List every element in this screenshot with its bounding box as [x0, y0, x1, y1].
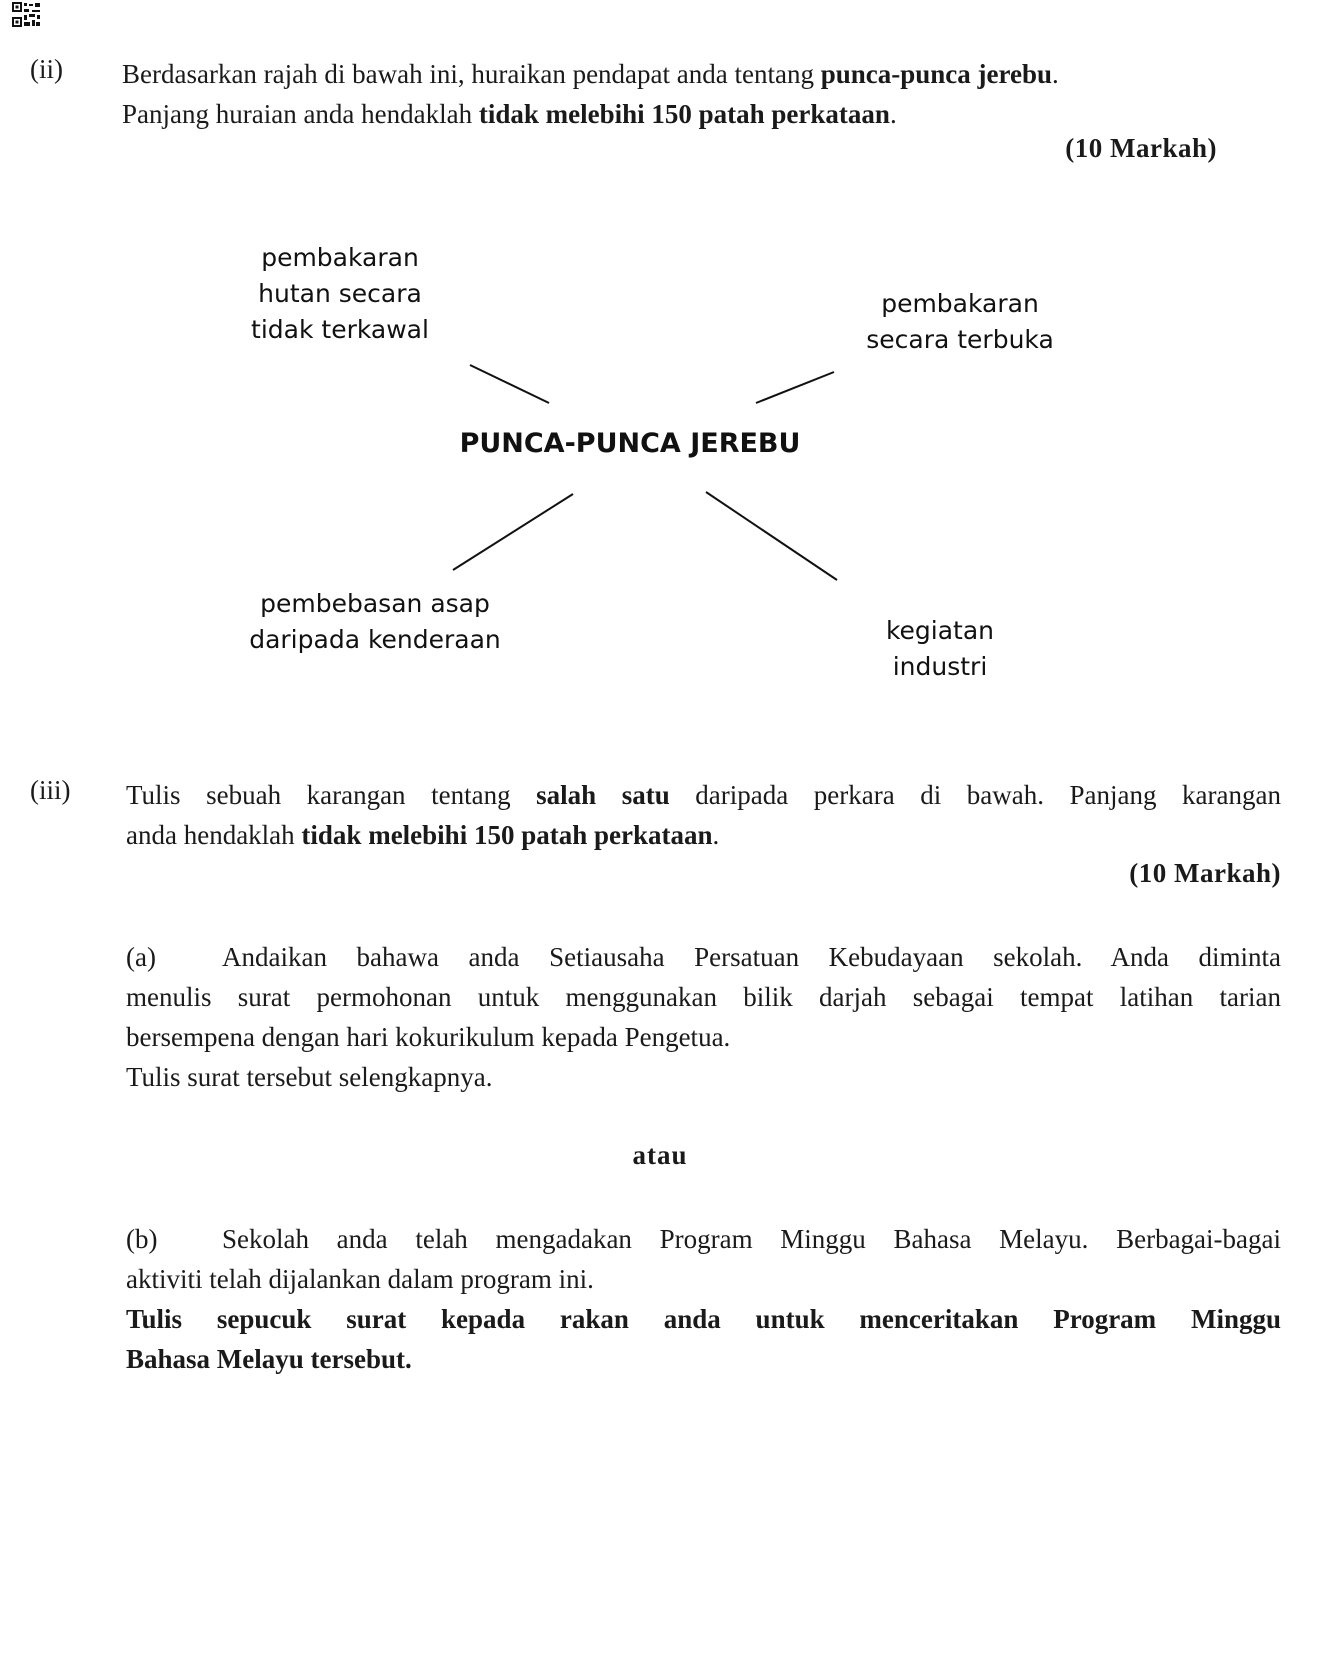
diagram-bottom-left-line-2: daripada kenderaan — [249, 625, 501, 654]
diagram-top-left-line-2: hutan secara — [258, 279, 422, 308]
option-a-line-4: Tulis surat tersebut selengkapnya. — [126, 1062, 493, 1092]
diagram-bottom-right-line-2: industri — [892, 652, 988, 681]
diagram-connector-lines — [0, 0, 1323, 760]
connector-top-right — [756, 372, 834, 403]
diagram-top-left-line-1: pembakaran — [261, 243, 419, 272]
question-number-ii: (ii) — [30, 54, 63, 84]
question-ii-marks: (10 Markah) — [1065, 133, 1217, 163]
diagram-bottom-right-line-1: kegiatan — [885, 616, 995, 645]
question-iii-line-2-a: anda hendaklah — [126, 820, 302, 850]
question-iii-line-2-c: . — [712, 820, 720, 850]
or-separator: atau — [632, 1140, 688, 1170]
option-a-line-1 — [126, 937, 1281, 977]
question-ii-line-1-c: . — [1052, 59, 1059, 89]
option-b-line-1-text: Sekolah anda telah mengadakan Program Minggu Bahasa Melayu. Berbagai-bagai — [222, 1224, 1281, 1254]
question-iii-emphasis: salah satu — [536, 780, 670, 810]
option-a-line-2: menulis surat permohonan untuk menggunakan bilik darjah sebagai tempat latihan tarian — [126, 982, 1281, 1012]
option-b-label: (b) — [126, 1224, 158, 1254]
diagram-top-left-line-3: tidak terkawal — [251, 315, 429, 344]
option-b-instruction-line-2: Bahasa Melayu tersebut. — [126, 1344, 412, 1374]
option-b — [126, 1219, 1281, 1379]
diagram-top-right-line-2: secara terbuka — [866, 325, 1054, 354]
question-iii-line-1 — [126, 775, 1281, 815]
option-b-line-1 — [126, 1219, 1281, 1259]
question-ii-line-2-a: Panjang huraian anda hendaklah — [122, 99, 479, 129]
question-ii-word-limit: tidak melebihi 150 patah perkataan — [478, 99, 890, 129]
connector-top-left — [470, 365, 549, 403]
question-iii-line-2 — [126, 815, 1281, 855]
option-a — [126, 937, 1281, 1097]
connector-bottom-right — [706, 492, 837, 580]
question-iii-text — [126, 775, 1281, 855]
diagram-top-right-line-1: pembakaran — [881, 289, 1039, 318]
diagram-center-title: PUNCA-PUNCA JEREBU — [459, 428, 801, 459]
question-iii-line-1-c: daripada perkara di bawah. Panjang karangan — [669, 780, 1281, 810]
option-a-line-3: bersempena dengan hari kokurikulum kepada Pengetua. — [126, 1022, 731, 1052]
option-b-instruction-line-1: Tulis sepucuk surat kepada rakan anda untuk menceritakan Program Minggu — [126, 1304, 1281, 1334]
question-ii-line-1-a: Berdasarkan rajah di bawah ini, huraikan pendapat anda tentang — [122, 59, 821, 89]
question-ii-topic: punca-punca jerebu — [820, 59, 1053, 89]
option-a-label: (a) — [126, 942, 156, 972]
diagram-bottom-left-line-1: pembebasan asap — [260, 589, 490, 618]
question-iii-word-limit: tidak melebihi 150 patah perkataan — [301, 820, 713, 850]
question-number-iii: (iii) — [30, 775, 71, 805]
question-iii-line-1-a: Tulis sebuah karangan tentang — [126, 780, 537, 810]
question-iii-marks: (10 Markah) — [1129, 858, 1281, 888]
option-b-line-2: aktiviti telah dijalankan dalam program ini. — [126, 1264, 594, 1294]
connector-bottom-left — [453, 494, 573, 570]
question-ii-line-2-c: . — [889, 99, 897, 129]
option-a-line-1-text: Andaikan bahawa anda Setiausaha Persatuan Kebudayaan sekolah. Anda diminta — [222, 942, 1281, 972]
